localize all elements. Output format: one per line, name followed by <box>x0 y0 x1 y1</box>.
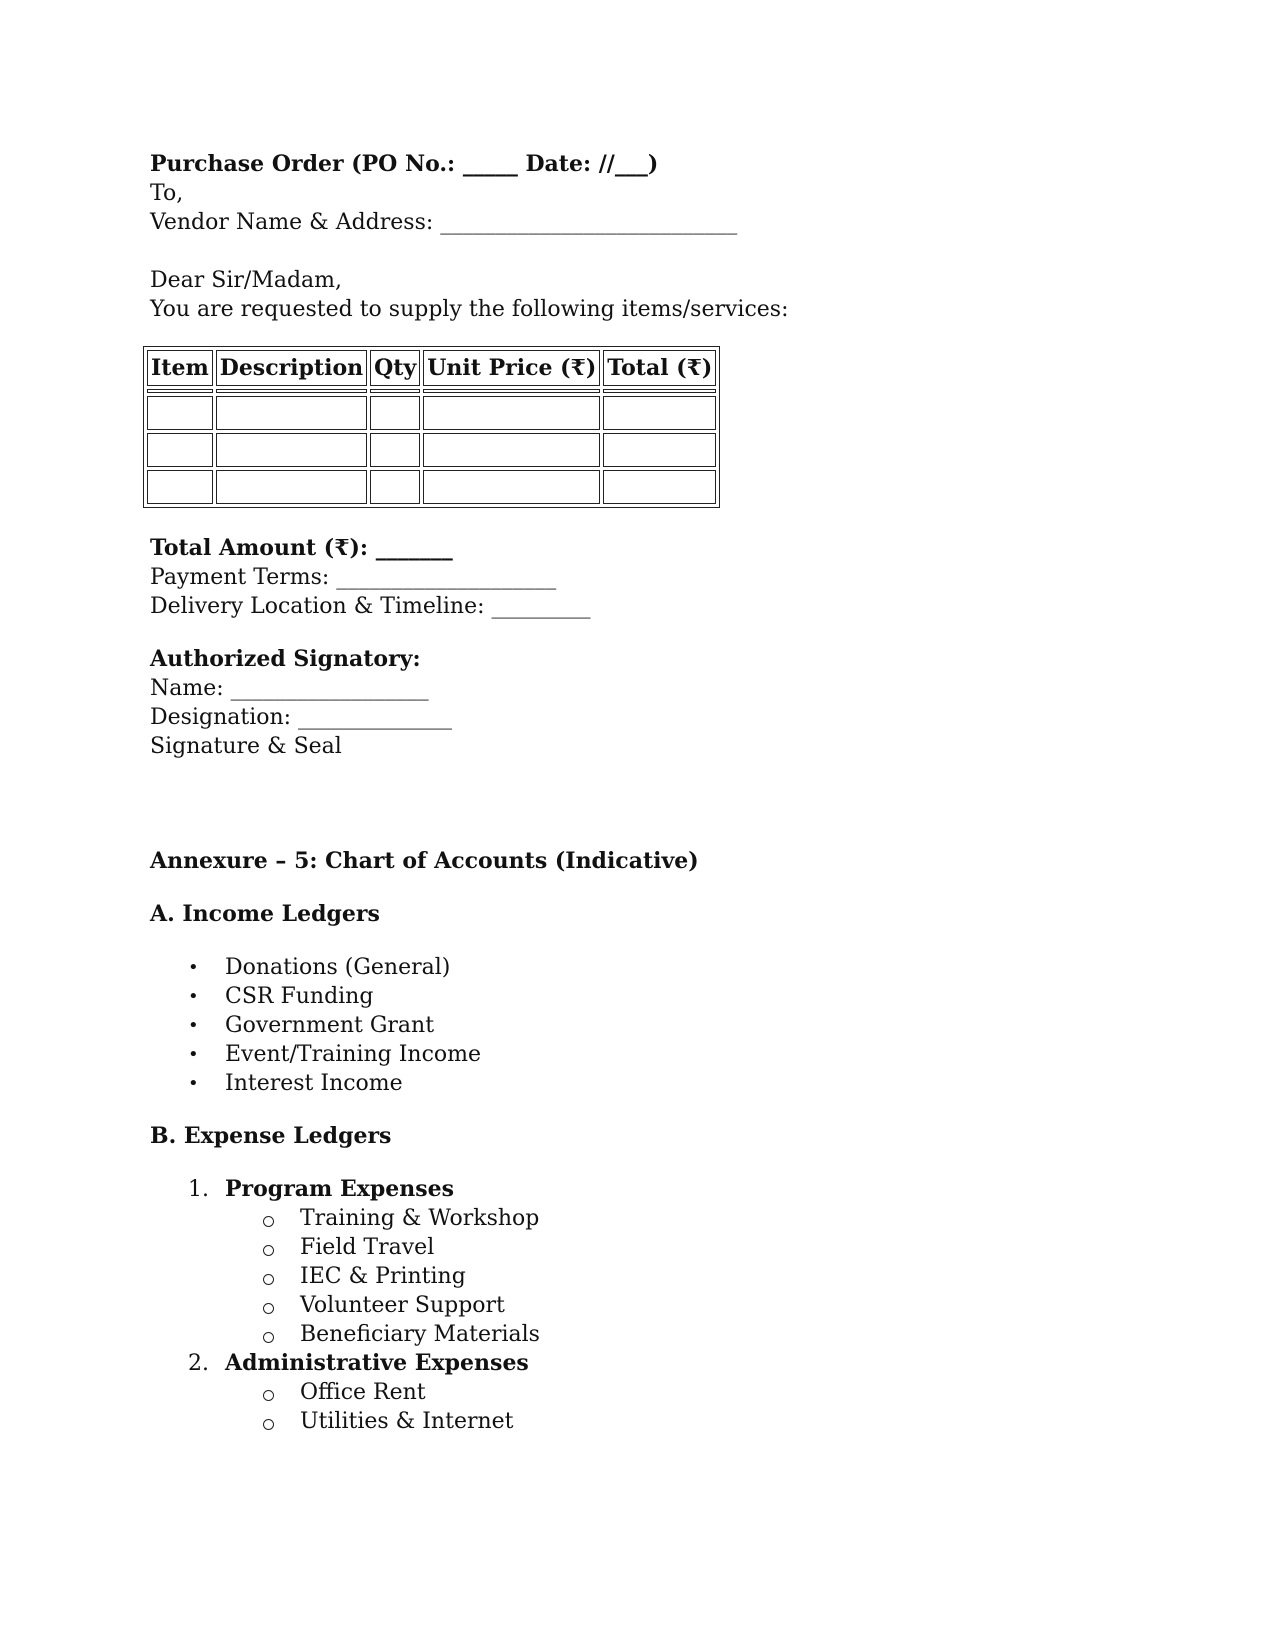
table-cell <box>423 396 600 430</box>
header-item: Item <box>147 350 213 386</box>
expense-sublist <box>225 1204 1150 1349</box>
table-cell <box>603 470 716 504</box>
payment-terms: Payment Terms: ____________________ <box>150 565 557 590</box>
income-list <box>150 953 1150 1098</box>
table-cell <box>147 470 213 504</box>
expense-sublist <box>225 1378 1150 1436</box>
list-item: Field Travel <box>225 1233 1150 1262</box>
expense-groups <box>150 1175 1150 1436</box>
po-title: Purchase Order (PO No.: _____ Date: //___) <box>150 151 659 177</box>
request-text: You are requested to supply the following items/services: <box>150 297 789 322</box>
table-row <box>147 433 716 467</box>
signatory-name: Name: __________________ <box>150 676 429 701</box>
list-item: Utilities & Internet <box>225 1407 1150 1436</box>
expense-group-name: Administrative Expenses <box>225 1350 529 1376</box>
annexure-title: Annexure – 5: Chart of Accounts (Indicative) <box>150 848 699 874</box>
vendor-field: Vendor Name & Address: ___________________________ <box>150 210 738 235</box>
table-cell <box>370 396 420 430</box>
expense-heading: B. Expense Ledgers <box>150 1123 392 1149</box>
expense-group-name: Program Expenses <box>225 1176 455 1202</box>
list-item: Beneficiary Materials <box>225 1320 1150 1349</box>
list-item: Office Rent <box>225 1378 1150 1407</box>
table-cell <box>147 396 213 430</box>
header-description: Description <box>216 350 367 386</box>
list-item: • Government Grant <box>188 1013 435 1038</box>
list-item: • Event/Training Income <box>188 1042 482 1067</box>
table-row <box>147 470 716 504</box>
header-qty: Qty <box>370 350 420 386</box>
list-item: • CSR Funding <box>188 984 374 1009</box>
list-item: • Interest Income <box>188 1071 403 1096</box>
table-cell <box>423 433 600 467</box>
list-item: Volunteer Support <box>225 1291 1150 1320</box>
header-total: Total (₹) <box>603 350 716 386</box>
income-heading: A. Income Ledgers <box>150 901 380 927</box>
signature-seal: Signature & Seal <box>150 734 342 759</box>
delivery-location: Delivery Location & Timeline: _________ <box>150 594 591 619</box>
table-cell <box>370 470 420 504</box>
table-row <box>147 396 716 430</box>
table-cell <box>603 396 716 430</box>
list-item: Training & Workshop <box>225 1204 1150 1233</box>
table-cell <box>147 433 213 467</box>
list-item: IEC & Printing <box>225 1262 1150 1291</box>
total-amount: Total Amount (₹): _______ <box>150 535 453 561</box>
table-header-separator <box>147 389 716 393</box>
header-unit-price: Unit Price (₹) <box>423 350 600 386</box>
signatory-designation: Designation: ______________ <box>150 705 453 730</box>
table-header-row <box>147 350 716 386</box>
list-item: • Donations (General) <box>188 955 451 980</box>
table-cell <box>216 396 367 430</box>
document-page <box>150 150 1150 1436</box>
table-cell <box>216 470 367 504</box>
table-cell <box>423 470 600 504</box>
table-cell <box>216 433 367 467</box>
table-cell <box>603 433 716 467</box>
signatory-heading: Authorized Signatory: <box>150 646 421 672</box>
table-cell <box>370 433 420 467</box>
salutation: Dear Sir/Madam, <box>150 268 343 293</box>
expense-group: 1. Program Expenses Training & Workshop Field Travel IEC & Printing Volunteer Support Beneficiary Materials <box>150 1175 1150 1349</box>
po-to: To, <box>150 181 184 206</box>
po-items-table <box>143 346 720 508</box>
expense-group: 2. Administrative Expenses Office Rent Utilities & Internet <box>150 1349 1150 1436</box>
